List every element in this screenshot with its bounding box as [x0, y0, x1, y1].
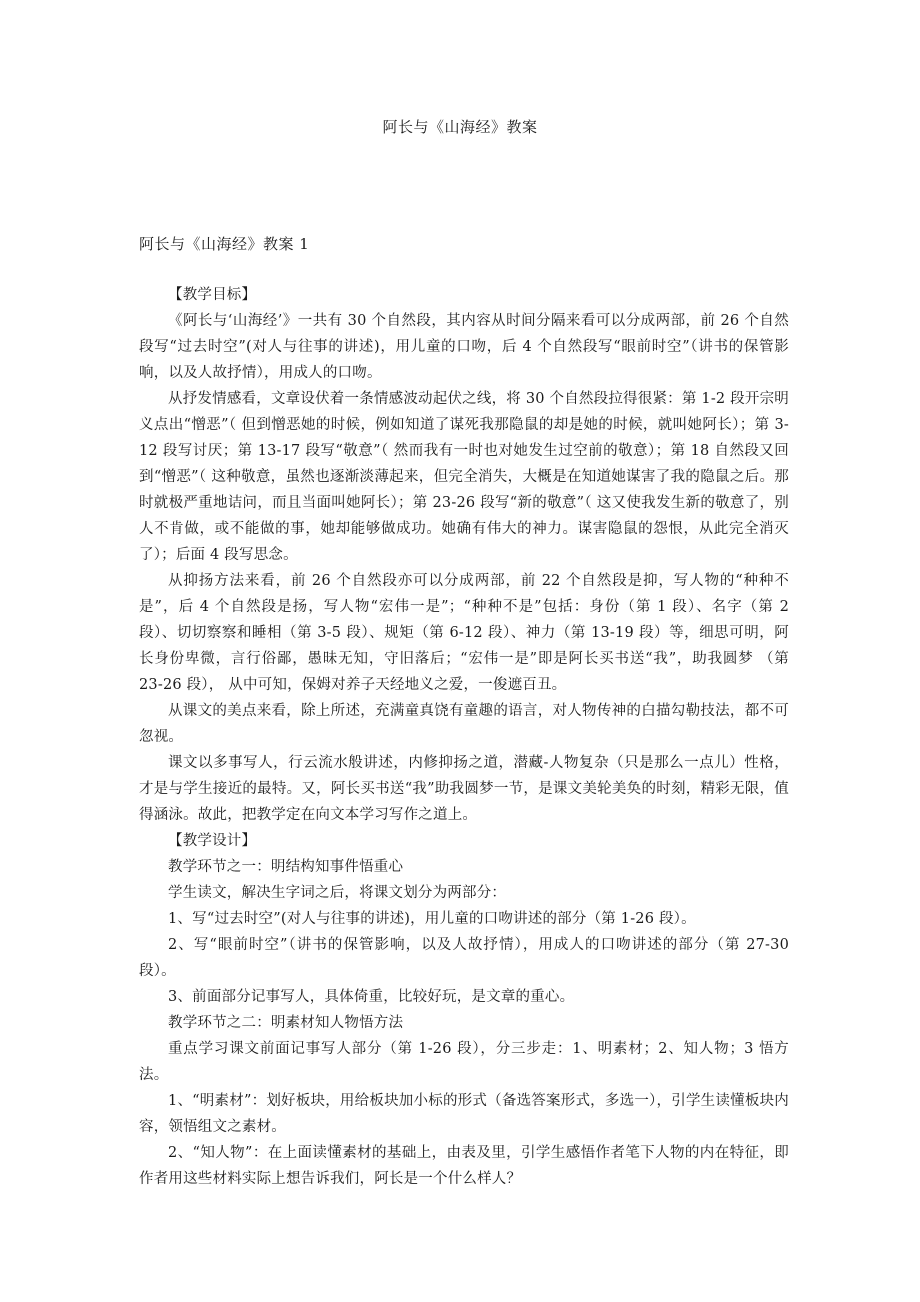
body-paragraph: 2、写“眼前时空”（讲书的保管影响，以及人故抒情），用成人的口吻讲述的部分（第 27-30 段）。 [139, 937, 789, 979]
body-paragraph: 从抑扬方法来看，前 26 个自然段亦可以分成两部，前 22 个自然段是抑，写人物的“种种不是”，后 4 个自然段是扬，写人物“宏伟一是”；“种种不是”包括：身份（第 1 段）、名字（第 2 段）、切切察察和睡相（第 3-5 段）、规矩（第 6-12 段）、神力（第 13-19 段）等，细思可明，阿长身份卑微，言行俗鄙，愚昧无知，守旧落后；“宏伟一是”即是阿长买书送“我”，助我圆梦 （第 23-26 段）， 从中可知，保姆对养子天经地义之爱，一俊遮百丑。 [139, 573, 789, 693]
body-paragraph: 1、“明素材”：划好板块，用给板块加小标的形式（备选答案形式，多选一），引学生读懂板块内容，领悟组文之素材。 [139, 1093, 789, 1135]
body-paragraph: 教学环节之二：明素材知人物悟方法 [168, 1015, 404, 1031]
body-paragraph: 学生读文，解决生字词之后，将课文划分为两部分： [168, 885, 507, 901]
body-paragraph: 3、前面部分记事写人，具体倚重，比较好玩，是文章的重心。 [168, 989, 575, 1005]
body-paragraph: 教学环节之一：明结构知事件悟重心 [168, 859, 404, 875]
body-paragraph: 《阿长与‘山海经’》一共有 30 个自然段，其内容从时间分隔来看可以分成两部，前 26 个自然段写“过去时空”(对人与往事的讲述)，用儿童的口吻，后 4 个自然段写“眼前时空”（讲书的保管影响，以及人故抒情），用成人的口吻。 [139, 313, 789, 381]
document-subtitle: 阿长与《山海经》教案 1 [139, 235, 310, 253]
document-title: 阿长与《山海经》教案 [382, 118, 538, 136]
body-paragraph: 从课文的美点来看，除上所述，充满童真饶有童趣的语言，对人物传神的白描勾勒技法，都不可忽视。 [139, 703, 789, 745]
body-paragraph: 1、写“过去时空”(对人与往事的讲述)，用儿童的口吻讲述的部分（第 1-26 段）。 [168, 911, 696, 927]
body-paragraph: 2、“知人物”：在上面读懂素材的基础上，由表及里，引学生感悟作者笔下人物的内在特征，即作者用这些材料实际上想告诉我们，阿长是一个什么样人？ [139, 1145, 789, 1187]
section-heading-goals: 【教学目标】 [168, 287, 257, 303]
body-paragraph: 从抒发情感看，文章设伏着一条情感波动起伏之线，将 30 个自然段拉得很紧：第 1-2 段开宗明义点出“憎恶”（ 但到憎恶她的时候，例如知道了谋死我那隐鼠的却是她的时候，就叫她阿长）；第 3-12 段写讨厌；第 13-17 段写“敬意”（ 然而我有一时也对她发生过空前的敬意）；第 18 自然段又回到“憎恶”（ 这种敬意，虽然也逐渐淡薄起来，但完全消失，大概是在知道她谋害了我的隐鼠之后。那时就极严重地诘问，而且当面叫她阿长）；第 23-26 段写“新的敬意”（ 这又使我发生新的敬意了，别人不肯做，或不能做的事，她却能够做成功。她确有伟大的神力。谋害隐鼠的怨恨，从此完全消灭了）；后面 4 段写思念。 [139, 391, 789, 563]
body-paragraph: 课文以多事写人，行云流水般讲述，内修抑扬之道，潜藏-人物复杂（只是那么一点儿）性格，才是与学生接近的最特。又，阿长买书送“我”助我圆梦一节，是课文美轮美奂的时刻，精彩无限，值得涵泳。故此，把教学定在向文本学习写作之道上。 [139, 755, 789, 823]
section-heading-design: 【教学设计】 [168, 833, 257, 849]
body-paragraph: 重点学习课文前面记事写人部分（第 1-26 段），分三步走：1、明素材；2、知人物；3 悟方法。 [139, 1041, 789, 1083]
document-body [139, 282, 789, 1192]
